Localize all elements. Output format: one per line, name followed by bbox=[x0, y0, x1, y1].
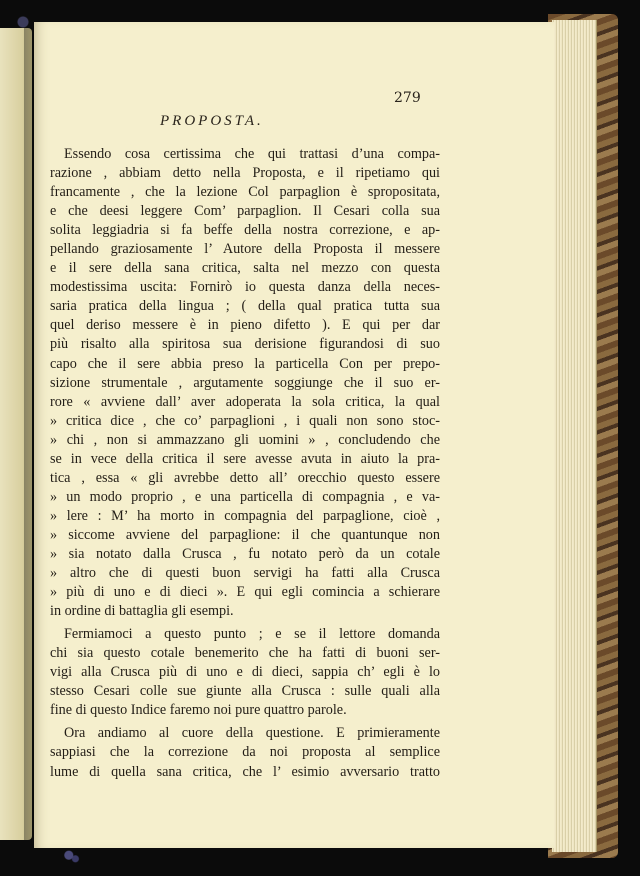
text-line: francamente , che la lezione Col parpaglion è spropositata, bbox=[50, 184, 440, 201]
text-line: Essendo cosa certissima che qui trattasi d’una compa- bbox=[64, 146, 440, 162]
text-line: sappiasi che la correzione da noi proposta al semplice bbox=[50, 744, 440, 761]
text-line: » critica dice , che co’ parpaglioni , i quali non sono stoc- bbox=[50, 412, 440, 429]
text-line: » siccome avviene del parpaglione: il che quantunque non bbox=[50, 526, 440, 543]
corner-mark bbox=[60, 848, 82, 866]
text-line: più risalto alla spiritosa sua derisione figurandosi di suo bbox=[50, 336, 440, 353]
text-line: e il sere della sana critica, salta nel mezzo con questa bbox=[50, 260, 440, 277]
text-line: » chi , non si ammazzano gli uomini » , concludendo che bbox=[50, 431, 440, 448]
text-line: in ordine di battaglia gli esempi. bbox=[50, 603, 234, 620]
text-line: vigi alla Crusca più di uno e di dieci, sappia ch’ egli è lo bbox=[50, 664, 440, 681]
text-line: lume di quella sana critica, che l’ esimio avversario tratto bbox=[50, 763, 440, 780]
text-line: capo che il sere abbia preso la particella Con per prepo- bbox=[50, 355, 440, 372]
text-line: modestissima uscita: Fornirò io questa danza della neces- bbox=[50, 279, 440, 296]
text-line: » un modo proprio , e una particella di compagnia , e va- bbox=[50, 488, 440, 505]
text-line: se in vece della critica il sere avesse avuta in aiuto la pra- bbox=[50, 450, 440, 467]
text-line: sizione strumentale , argutamente soggiunge che il suo er- bbox=[50, 374, 440, 391]
text-line: Ora andiamo al cuore della questione. E primieramente bbox=[64, 725, 440, 742]
text-line: » altro che di questi buon servigi ha fatti alla Crusca bbox=[50, 565, 440, 582]
text-line: razione , abbiam detto nella Proposta, e il ripetiamo qui bbox=[50, 165, 440, 182]
body-text bbox=[50, 145, 440, 782]
text-line: tica , essa « gli avrebbe detto all’ orecchio questo essere bbox=[50, 469, 440, 486]
text-line: stesso Cesari colle sue giunte alla Crusca : sulle quali alla bbox=[50, 683, 440, 700]
text-line: solita leggiadria si fa beffe della nostra correzione, e ap- bbox=[50, 222, 440, 239]
page-heading: PROPOSTA. bbox=[160, 113, 264, 129]
page-edges bbox=[552, 20, 597, 852]
text-line: » lere : M’ ha morto in compagnia del parpaglione, cioè , bbox=[50, 507, 440, 524]
page-number: 279 bbox=[394, 90, 421, 106]
text-line: quel deriso messere è in pieno difetto ). E qui per dar bbox=[50, 317, 440, 334]
text-line: pellando graziosamente l’ Autore della Proposta il messere bbox=[50, 241, 440, 258]
corner-mark bbox=[10, 14, 36, 30]
text-line: fine di questo Indice faremo noi pure quattro parole. bbox=[50, 702, 347, 719]
text-line: e che deesi leggere Com’ parpaglion. Il Cesari colla sua bbox=[50, 203, 440, 220]
text-line: » sia notato dalla Crusca , fu notato però da un cotale bbox=[50, 545, 440, 562]
paragraph bbox=[50, 724, 440, 781]
paragraph bbox=[50, 145, 440, 621]
text-line: chi sia questo cotale benemerito che ha fatti di buoni ser- bbox=[50, 645, 440, 662]
text-line: » più di uno e di dieci ». E qui egli comincia a schierare bbox=[50, 584, 440, 601]
text-line: saria pratica della lingua ; ( della qual pratica tutta sua bbox=[50, 298, 440, 315]
text-line: Fermiamoci a questo punto ; e se il lettore domanda bbox=[64, 626, 440, 643]
paragraph bbox=[50, 625, 440, 720]
text-line: rore « avviene dall’ aver adoperata la sola critica, la qual bbox=[50, 393, 440, 410]
